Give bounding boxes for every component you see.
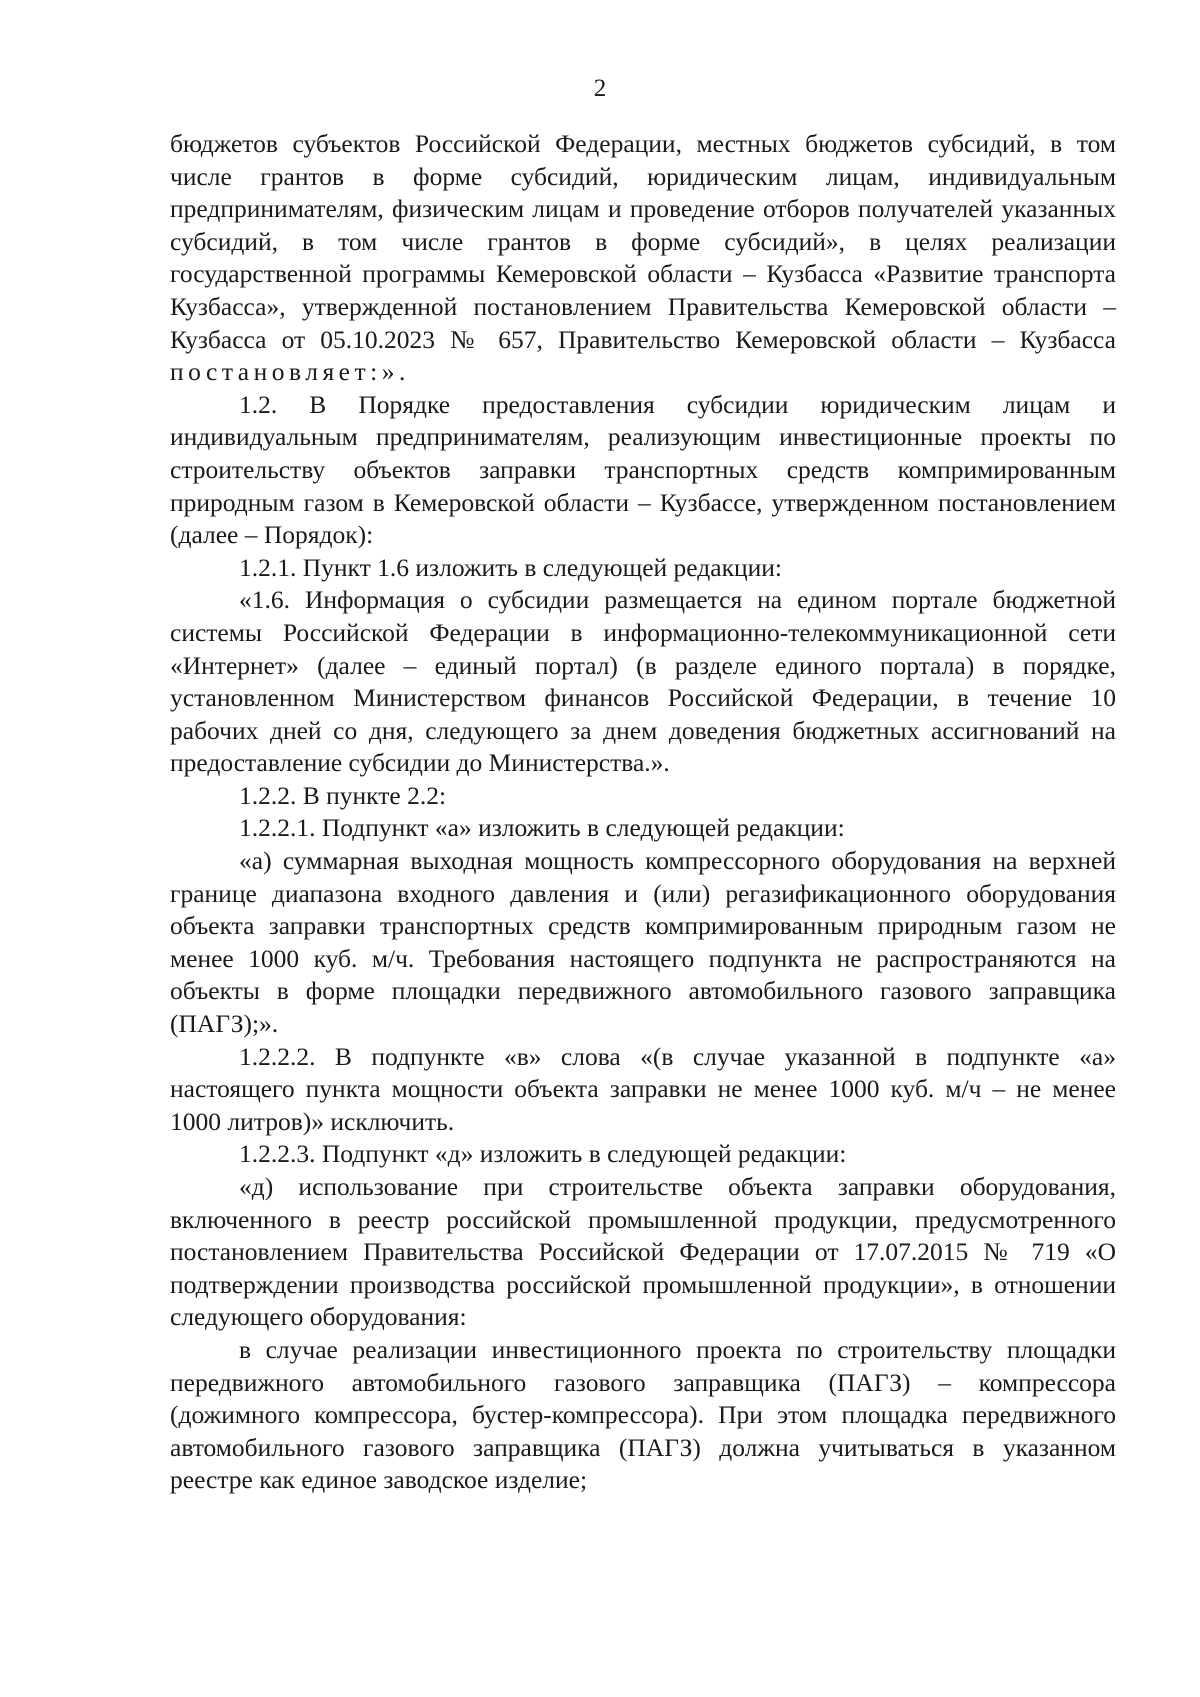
- paragraph-1-2-2-1: 1.2.2.1. Подпункт «а» изложить в следующей редакции:: [239, 813, 845, 843]
- paragraph-subpoint-d-quote: «д) использование при строительстве объекта заправки оборудования, включенного в реестр российской промышленной продукции, предусмотренного постановлением Правительства Российской Федерации от 17.07.2015 № 719 «О подтверждении производства российской промышленной продукции», в отношении следующего оборудования:: [170, 1172, 1116, 1332]
- paragraph-pagz-case: в случае реализации инвестиционного проекта по строительству площадки передвижного автомобильного газового заправщика (ПАГЗ) – компрессора (дожимного компрессора, бустер-компрессора). При этом площадка передвижного автомобильного газового заправщика (ПАГЗ) должна учитываться в указанном реестре как единое заводское изделие;: [170, 1334, 1116, 1495]
- paragraph-subpoint-a-quote: «а) суммарная выходная мощность компрессорного оборудования на верхней границе диапазона входного давления и (или) регазификационного оборудования объекта заправки транспортных средств компримированным природным газом не менее 1000 куб. м/ч. Требования настоящего подпункта не распространяются на объекты в форме площадки передвижного автомобильного газового заправщика (ПАГЗ);».: [170, 846, 1116, 1039]
- page-number: 2: [593, 75, 607, 102]
- paragraph-1-2: 1.2. В Порядке предоставления субсидии юридическим лицам и индивидуальным предпринимателям, реализующим инвестиционные проекты по строительству объектов заправки транспортных средств компримированным природным газом в Кемеровской области – Кузбассе, утвержденном постановлением (далее – Порядок):: [170, 389, 1116, 550]
- paragraph-1-2-2: 1.2.2. В пункте 2.2:: [239, 780, 447, 810]
- paragraph-1-spaced-word: постановляет:».: [170, 357, 410, 387]
- paragraph-1-2-1: 1.2.1. Пункт 1.6 изложить в следующей редакции:: [239, 552, 782, 582]
- document-body: [170, 128, 1116, 1497]
- paragraph-1-2-2-3: 1.2.2.3. Подпункт «д» изложить в следующей редакции:: [239, 1139, 847, 1169]
- paragraph-1: [170, 128, 1116, 389]
- paragraph-1-text: бюджетов субъектов Российской Федерации, местных бюджетов субсидий, в том числе грантов в форме субсидий, юридическим лицам, индивидуальным предпринимателям, физическим лицам и проведение отборов получателей указанных субсидий, в том числе грантов в форме субсидий», в целях реализации государственной программы Кемеровской области – Кузбасса «Развитие транспорта Кузбасса», утвержденной постановлением Правительства Кемеровской области – Кузбасса от 05.10.2023 № 657, Правительство Кемеровской области – Кузбасса: [170, 129, 1116, 354]
- paragraph-1-2-2-2: 1.2.2.2. В подпункте «в» слова «(в случае указанной в подпункте «а» настоящего пункта мощности объекта заправки не менее 1000 куб. м/ч – не менее 1000 литров)» исключить.: [170, 1041, 1116, 1136]
- paragraph-1-6-quote: «1.6. Информация о субсидии размещается на едином портале бюджетной системы Российской Федерации в информационно-телекоммуникационной сети «Интернет» (далее – единый портал) (в разделе единого портала) в порядке, установленном Министерством финансов Российской Федерации, в течение 10 рабочих дней со дня, следующего за днем доведения бюджетных ассигнований на предоставление субсидии до Министерства.».: [170, 585, 1116, 778]
